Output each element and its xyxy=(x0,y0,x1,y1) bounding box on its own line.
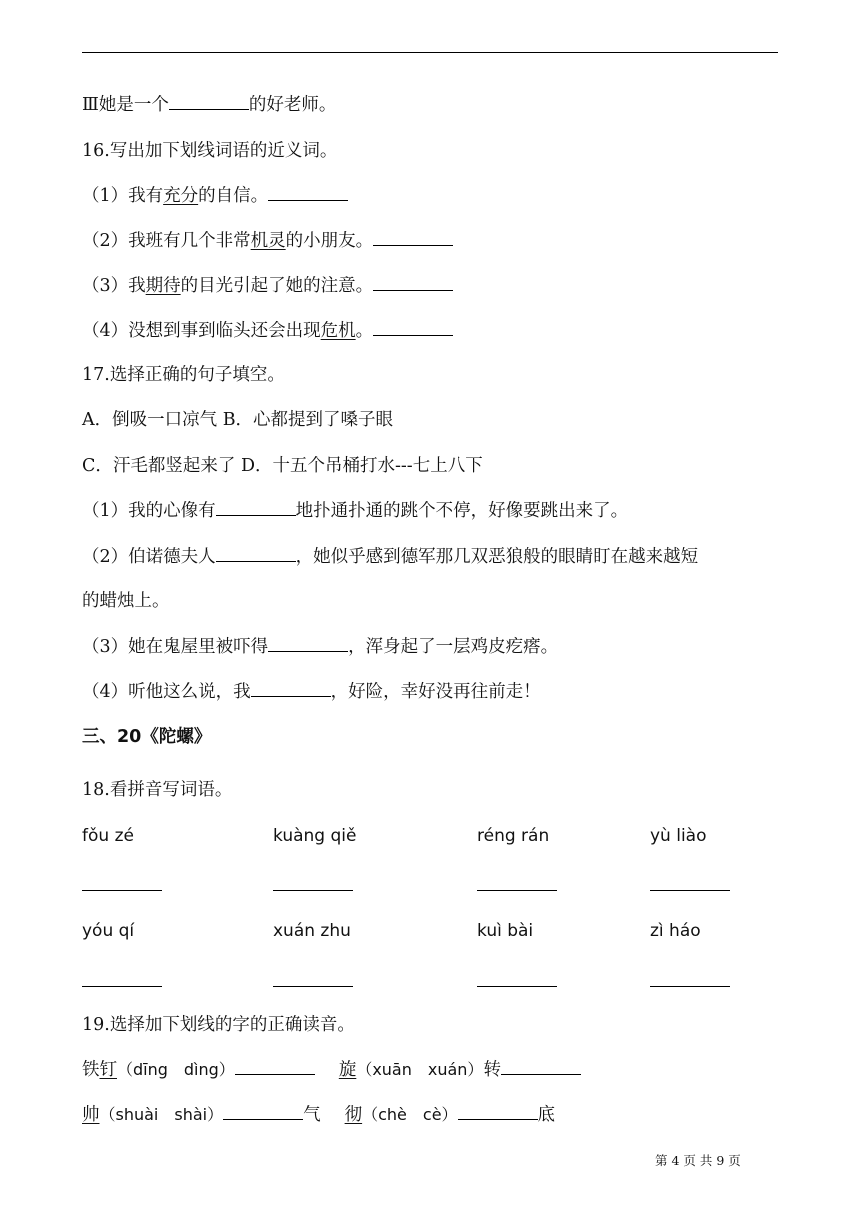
q16-item-1-suffix: 的自信。 xyxy=(198,186,269,206)
q19-options: （xuān xuán） xyxy=(356,1060,484,1079)
answer-blank[interactable] xyxy=(273,986,353,987)
pinyin-8: zì háo xyxy=(650,921,701,941)
pinyin-3: réng rán xyxy=(477,826,550,846)
answer-blank[interactable] xyxy=(650,890,730,891)
q17-item-4-after: ，好险，幸好没再往前走！ xyxy=(330,682,541,702)
q17-item-2-before: （2）伯诺德夫人 xyxy=(82,547,216,567)
q16-item-4 xyxy=(82,317,782,344)
q16-item-2 xyxy=(82,227,782,254)
q15-line3-before: Ⅲ她是一个 xyxy=(82,95,169,115)
q16-item-2-suffix: 的小朋友。 xyxy=(285,231,374,251)
answer-blank[interactable] xyxy=(373,272,453,291)
answer-blank[interactable] xyxy=(82,890,162,891)
q17-item-1 xyxy=(82,497,782,524)
q17-options-line2: C．汗毛都竖起来了 D．十五个吊桶打水---七上八下 xyxy=(82,456,483,476)
answer-blank[interactable] xyxy=(268,633,348,652)
answer-blank[interactable] xyxy=(458,1101,538,1120)
q19-tail: 气 xyxy=(303,1105,321,1125)
answer-blank[interactable] xyxy=(268,182,348,201)
answer-blank[interactable] xyxy=(501,1056,581,1075)
q17-item-2-after: ，她似乎感到德军那几双恶狼般的眼睛盯在越来越短 xyxy=(295,547,699,567)
q19-options: （shuài shài） xyxy=(99,1105,224,1124)
pinyin-5: yóu qí xyxy=(82,921,135,941)
answer-blank[interactable] xyxy=(477,890,557,891)
answer-blank[interactable] xyxy=(216,543,296,562)
answer-blank[interactable] xyxy=(223,1101,303,1120)
q17-item-2-cont: 的蜡烛上。 xyxy=(82,591,170,611)
q15-line3-after: 的好老师。 xyxy=(248,95,337,115)
q16-item-1 xyxy=(82,182,782,209)
answer-blank[interactable] xyxy=(169,91,249,110)
q16-item-3 xyxy=(82,272,782,299)
section-3-title: 三、20《陀螺》 xyxy=(82,727,212,747)
q16-item-2-prefix: （2）我班有几个非常 xyxy=(82,231,251,251)
pinyin-2: kuàng qiě xyxy=(273,826,357,846)
q16-item-3-prefix: （3）我 xyxy=(82,276,146,296)
q19-line1 xyxy=(82,1056,782,1083)
answer-blank[interactable] xyxy=(216,497,296,516)
q15-line3 xyxy=(82,91,782,118)
q19-tail: 转 xyxy=(483,1060,501,1080)
q16-item-4-prefix: （4）没想到事到临头还会出现 xyxy=(82,321,321,341)
q17-item-3-before: （3）她在鬼屋里被吓得 xyxy=(82,637,269,657)
q19-tail: 底 xyxy=(537,1105,556,1125)
q16-item-1-prefix: （1）我有 xyxy=(82,186,164,206)
q17-item-1-after: 地扑通扑通的跳个不停，好像要跳出来了。 xyxy=(295,501,629,521)
q19-options: （dīng dìng） xyxy=(117,1060,235,1079)
answer-blank[interactable] xyxy=(273,890,353,891)
pinyin-4: yù liào xyxy=(650,826,707,846)
q19-underlined-char: 旋 xyxy=(338,1060,357,1080)
q17-item-3-after: ，浑身起了一层鸡皮疙瘩。 xyxy=(348,637,559,657)
q17-item-4 xyxy=(82,678,782,705)
q16-item-4-suffix: 。 xyxy=(355,321,374,341)
q16-item-3-suffix: 的目光引起了她的注意。 xyxy=(180,276,374,296)
pinyin-6: xuán zhu xyxy=(273,921,351,941)
answer-blank[interactable] xyxy=(373,317,453,336)
q16-item-4-word: 危机 xyxy=(320,321,356,341)
q17-item-3 xyxy=(82,633,782,660)
answer-blank[interactable] xyxy=(477,986,557,987)
q18-title: 18.看拼音写词语。 xyxy=(82,780,233,800)
q19-underlined-char: 彻 xyxy=(344,1105,363,1125)
q17-item-1-before: （1）我的心像有 xyxy=(82,501,216,521)
q19-underlined-char: 钉 xyxy=(99,1060,117,1080)
answer-blank[interactable] xyxy=(373,227,453,246)
q16-item-1-word: 充分 xyxy=(163,186,199,206)
q16-item-3-word: 期待 xyxy=(145,276,181,296)
q19-options: （chè cè） xyxy=(362,1105,458,1124)
answer-blank[interactable] xyxy=(82,986,162,987)
header-rule xyxy=(82,52,778,53)
q19-title: 19.选择加下划线的字的正确读音。 xyxy=(82,1015,355,1035)
q19-underlined-char: 帅 xyxy=(82,1105,100,1125)
pinyin-1: fǒu zé xyxy=(82,826,134,846)
q17-item-4-before: （4）听他这么说，我 xyxy=(82,682,251,702)
q17-title: 17.选择正确的句子填空。 xyxy=(82,365,285,385)
q17-item-2 xyxy=(82,543,782,570)
q16-item-2-word: 机灵 xyxy=(250,231,286,251)
answer-blank[interactable] xyxy=(235,1056,315,1075)
q19-char: 铁 xyxy=(82,1060,100,1080)
q16-title: 16.写出加下划线词语的近义词。 xyxy=(82,141,338,161)
q19-line2 xyxy=(82,1101,782,1128)
q17-options-line1: A．倒吸一口凉气 B．心都提到了嗓子眼 xyxy=(82,410,394,430)
pinyin-7: kuì bài xyxy=(477,921,534,941)
answer-blank[interactable] xyxy=(251,678,331,697)
page-footer: 第 4 页 共 9 页 xyxy=(655,1153,741,1168)
answer-blank[interactable] xyxy=(650,986,730,987)
